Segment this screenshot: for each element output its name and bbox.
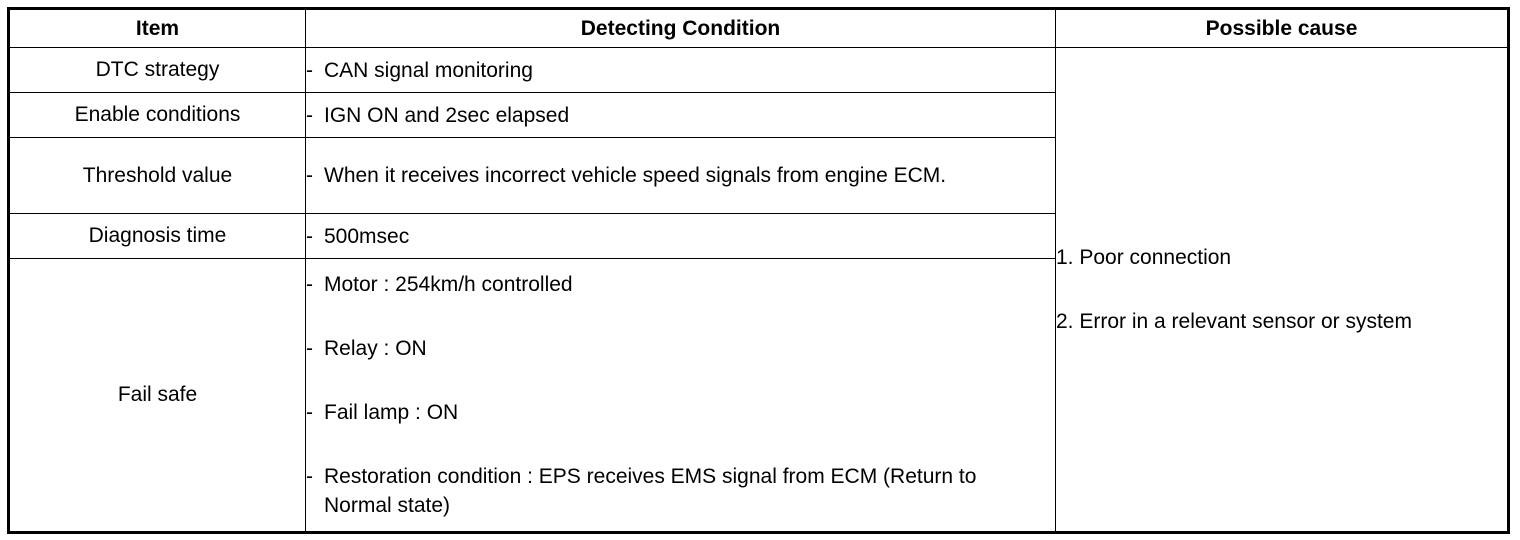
- condition-bullet: [306, 161, 1055, 190]
- table-row-dtc-strategy: [9, 48, 1509, 93]
- condition-cell: [306, 48, 1056, 93]
- header-row: [9, 9, 1509, 48]
- condition-text: Motor : 254km/h controlled: [324, 273, 573, 296]
- possible-cause-cell: [1056, 48, 1509, 533]
- condition-text: Restoration condition : EPS receives EMS signal from ECM (Return to Normal state): [324, 465, 977, 517]
- bullet-dash: -: [306, 224, 313, 248]
- header-item: Item: [9, 9, 306, 48]
- condition-cell: [306, 93, 1056, 138]
- bullet-dash: -: [306, 273, 313, 296]
- possible-cause-item: 2. Error in a relevant sensor or system: [1056, 309, 1412, 333]
- dtc-table: [7, 7, 1510, 534]
- condition-cell: [306, 138, 1056, 214]
- condition-text: Relay : ON: [324, 337, 427, 360]
- condition-bullet: [306, 270, 1055, 299]
- bullet-dash: -: [306, 337, 313, 360]
- condition-bullet: [306, 398, 1055, 427]
- condition-bullet: [306, 334, 1055, 363]
- possible-cause-item: 1. Poor connection: [1056, 245, 1232, 269]
- header-possible-cause: Possible cause: [1056, 9, 1509, 48]
- condition-text: CAN signal monitoring: [324, 58, 533, 82]
- item-cell: Fail safe: [9, 259, 306, 533]
- condition-bullet: [306, 56, 1055, 85]
- bullet-dash: -: [306, 103, 313, 127]
- condition-cell: [306, 214, 1056, 259]
- condition-text: When it receives incorrect vehicle speed signals from engine ECM.: [324, 164, 947, 187]
- item-cell: Threshold value: [9, 138, 306, 214]
- condition-text: IGN ON and 2sec elapsed: [324, 103, 570, 127]
- bullet-dash: -: [306, 164, 313, 187]
- condition-text: Fail lamp : ON: [324, 401, 459, 424]
- bullet-dash: -: [306, 58, 313, 82]
- condition-bullet: [306, 101, 1055, 130]
- item-cell: Diagnosis time: [9, 214, 306, 259]
- bullet-dash: -: [306, 401, 313, 424]
- fail-safe-list: [306, 266, 1055, 524]
- condition-bullet: [306, 222, 1055, 251]
- item-cell: DTC strategy: [9, 48, 306, 93]
- header-detecting-condition: Detecting Condition: [306, 9, 1056, 48]
- condition-bullet: [306, 462, 1055, 520]
- bullet-dash: -: [306, 465, 313, 488]
- condition-cell: [306, 259, 1056, 533]
- possible-cause-list: [1056, 244, 1507, 336]
- condition-text: 500msec: [324, 224, 410, 248]
- item-cell: Enable conditions: [9, 93, 306, 138]
